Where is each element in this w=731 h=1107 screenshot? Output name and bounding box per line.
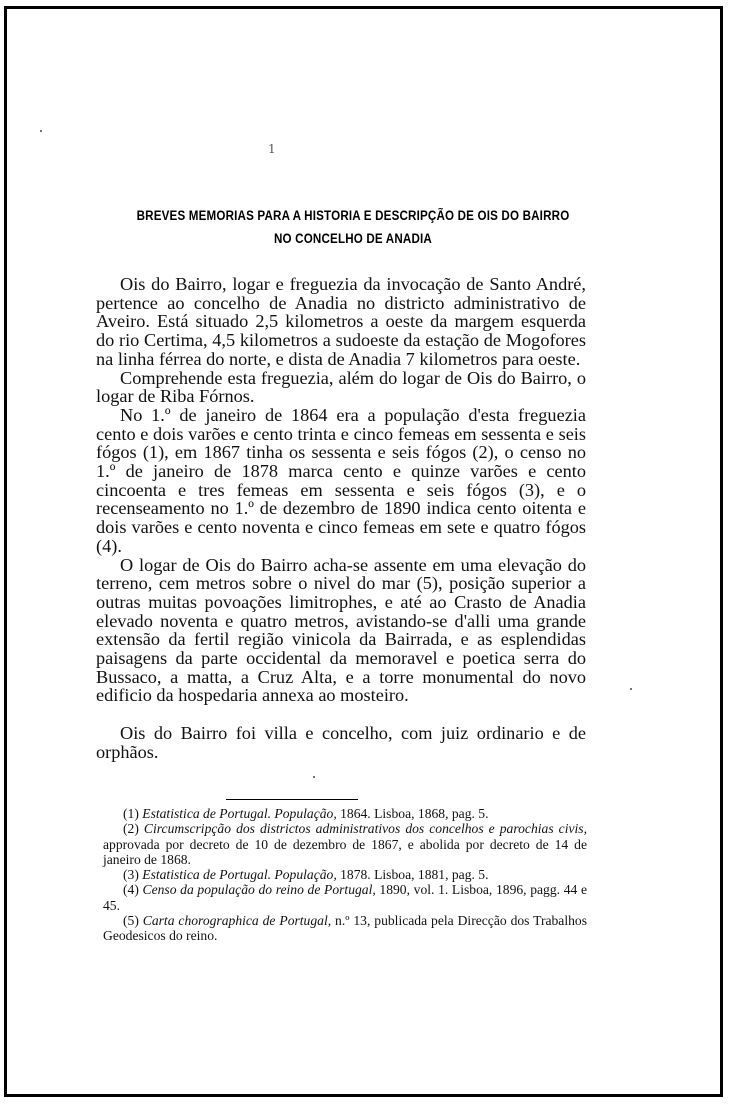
paper-speck bbox=[313, 776, 315, 778]
footnote-number: (1) bbox=[123, 806, 139, 821]
footnote-number: (4) bbox=[123, 882, 139, 898]
footnote-title: Estatistica de Portugal. População, bbox=[142, 806, 337, 821]
footnote-title: Censo da população do reino de Portugal, bbox=[142, 882, 376, 898]
footnote-title: Carta chorographica de Portugal, bbox=[142, 913, 332, 929]
paragraph: Ois do Bairro foi villa e concelho, com juiz ordinario e de orphãos. bbox=[96, 723, 586, 762]
paragraph: No 1.º de janeiro de 1864 era a população d'esta freguezia cento e dois varões e cento trinta e cinco femeas em sessenta e seis fógos (1), em 1867 tinha os sessenta e seis fógos (2), o censo no 1.º de janeiro de 1878 marca cento e quinze varões e cento cincoenta e tres femeas em sessenta e seis fógos (3), e o recenseamento no 1.º de dezembro de 1890 indica cento oitenta e dois varões e cento noventa e cinco femeas em sete e quatro fógos (4). bbox=[96, 404, 586, 556]
footnotes bbox=[103, 806, 587, 944]
footnote bbox=[103, 867, 587, 882]
page-heading-line-2: NO CONCELHO DE ANADIA bbox=[274, 231, 432, 246]
footnote-text: 1864. Lisboa, 1868, pag. 5. bbox=[336, 806, 489, 821]
paragraph: Ois do Bairro, logar e freguezia da invocação de Santo André, pertence ao concelho de Anadia no districto administrativo de Aveiro. Está situado 2,5 kilometros a oeste da margem esquerda do rio Certima, 4,5 kilometros a sudoeste da estação de Mogofores na linha férrea do norte, e dista de Anadia 7 kilometros para oeste. bbox=[96, 274, 586, 369]
paper-speck bbox=[630, 688, 632, 690]
footnote-text: 1890, vol. 1. Lisboa, 1896, pagg. 44 e 45. bbox=[103, 882, 587, 913]
footnote-number: (5) bbox=[123, 913, 139, 929]
footnote-text: approvada por decreto de 10 de dezembro de 1867, e abolida por decreto de 14 de janeiro de 1868. bbox=[103, 836, 587, 867]
footnote bbox=[103, 806, 587, 821]
body-text bbox=[96, 275, 586, 762]
footnote-number: (2) bbox=[123, 821, 139, 837]
footnote-text: n.º 13, publicada pela Direcção dos Trabalhos Geodesicos do reino. bbox=[103, 913, 587, 944]
footnote-title: Circumscripção dos districtos administrativos dos concelhos e parochias civis, bbox=[143, 821, 587, 837]
footnote-number: (3) bbox=[123, 867, 139, 883]
page-heading-line-1: BREVES MEMORIAS PARA A HISTORIA E DESCRIPÇÃO DE OIS DO BAIRRO bbox=[136, 208, 570, 223]
footnote bbox=[103, 821, 587, 867]
paragraph: Comprehende esta freguezia, além do logar de Ois do Bairro, o logar de Riba Fórnos. bbox=[96, 367, 586, 407]
footnote-text: 1878. Lisboa, 1881, pag. 5. bbox=[336, 867, 489, 883]
footnote-divider bbox=[226, 799, 358, 800]
footnote bbox=[103, 882, 587, 913]
page-number: 1 bbox=[268, 142, 276, 156]
paragraph: O logar de Ois do Bairro acha-se assente em uma elevação do terreno, cem metros sobre o nivel do mar (5), posição superior a outras muitas povoações limitrophes, e até ao Crasto de Anadia elevado noventa e quatro metros, avistando-se d'alli uma grande extensão da fertil região vinicola da Bairrada, e as esplendidas paisagens da parte occidental da memoravel e poetica serra do Bussaco, a matta, a Cruz Alta, e a torre monumental do novo edificio da hospedaria annexa ao mosteiro. bbox=[96, 554, 586, 706]
footnote bbox=[103, 913, 587, 944]
footnote-title: Estatistica de Portugal. População, bbox=[142, 867, 337, 883]
paper-speck bbox=[40, 130, 42, 132]
